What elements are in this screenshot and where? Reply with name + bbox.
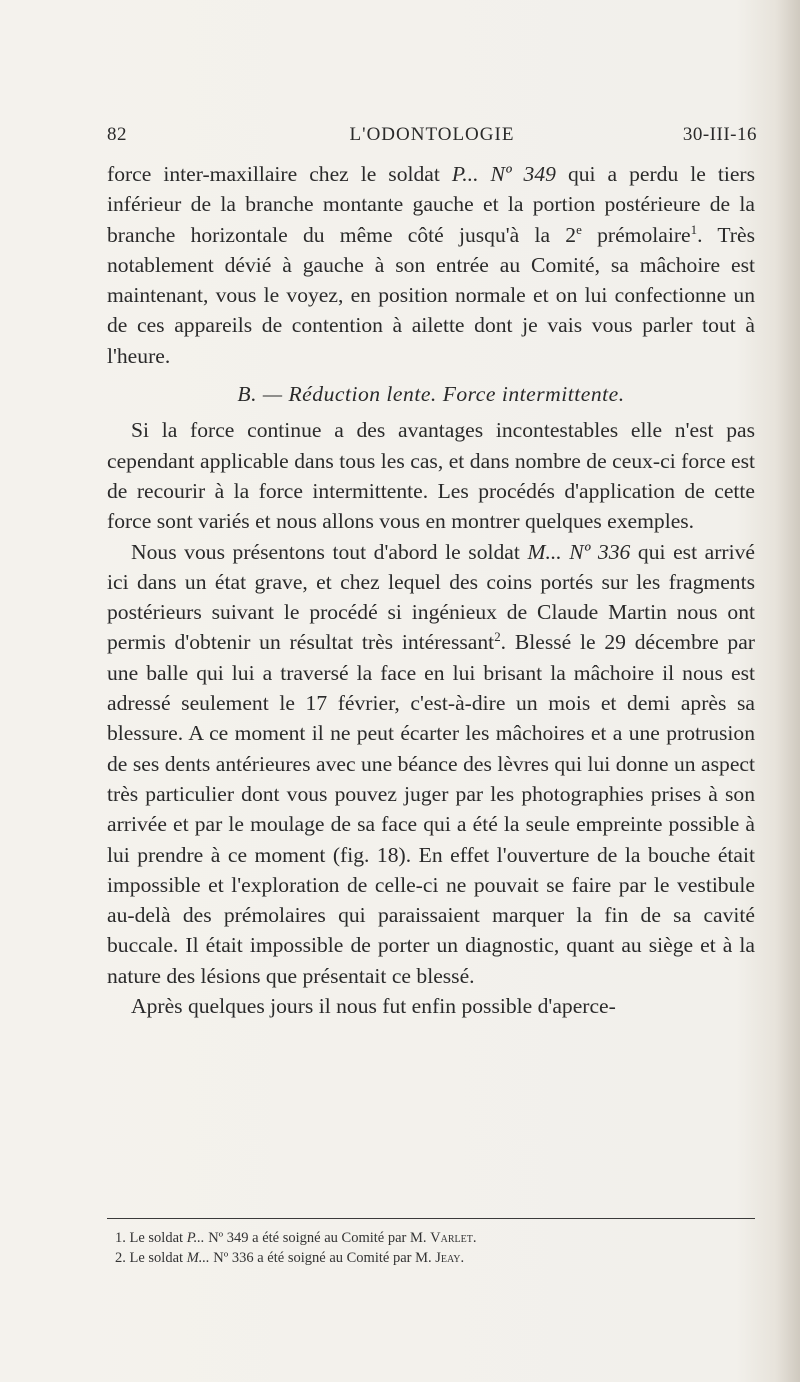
text-span: Nous vous présentons tout d'abord le soldat [131, 539, 528, 564]
footnote-1 [115, 1228, 755, 1248]
footnote-2 [115, 1248, 755, 1268]
footnote-divider [107, 1218, 755, 1219]
text-span: . [460, 1250, 465, 1266]
text-span: prémolaire [581, 222, 691, 247]
ordinal-suffix: e [576, 221, 582, 237]
patient-reference: M... [186, 1250, 210, 1266]
paragraph-1 [107, 159, 755, 371]
paragraph-3 [107, 537, 755, 991]
paragraph-4: Après quelques jours il nous fut enfin possible d'aperce- [131, 994, 616, 1019]
footnote-number: 2. [115, 1250, 126, 1266]
patient-reference: P... [186, 1230, 205, 1246]
footnote-ref: 1 [690, 221, 698, 237]
text-span: . Blessé le 29 décembre par une balle qui lui a traversé la face en lui brisant la mâchoire il nous est adressé seulement le 17 février, c'est-à-dire un mois et demi après sa blessure. A ce moment il ne peut écarter les mâchoires et a une protrusion de ses dents antérieures avec une béance des lèvres qui lui donne un aspect très particulier dont vous pouvez juger par les photographies prises à son arrivée et par le moulage de sa face qui a été la seule empreinte possible à lui prendre à ce moment (fig. 18). En effet l'ouverture de la bouche était impossible et l'exploration de celle-ci ne pouvait se faire par le vestibule au-delà des prémolaires qui paraissaient marquer la fin de sa cavité buccale. Il était impossible de porter un diagnostic, quant au siège et à la nature des lésions que présentait ce blessé. [107, 630, 755, 988]
footnotes [107, 1228, 755, 1268]
section-subheading: B. — Réduction lente. Force intermittente. [237, 382, 625, 407]
text-span: Nº 349 a été soigné au Comité par M. [204, 1230, 431, 1246]
patient-reference: M... Nº 336 [527, 539, 631, 564]
text-span: . [472, 1230, 477, 1246]
text-span: qui est arrivé ici dans un état grave, et chez lequel des coins portés sur les fragments postérieurs suivant le procédé si ingénieux de Claude Martin nous ont permis d'obtenir un résultat très intéressant [107, 539, 755, 655]
footnote-number: 1. [115, 1230, 126, 1246]
paragraph-2: Si la force continue a des avantages incontestables elle n'est pas cependant applicable dans tous les cas, et dans nombre de ceux-ci force est de recourir à la force intermittente. Les procédés d'application de cette force sont variés et nous allons vous en montrer quelques exemples. [107, 418, 755, 534]
text-span: Nº 336 a été soigné au Comité par M. [209, 1250, 436, 1266]
page-number: 82 [107, 124, 127, 145]
text-span: . Très notablement dévié à gauche à son entrée au Comité, sa mâchoire est maintenant, vous le voyez, en position normale et on lui confectionne un de ces appareils de contention à ailette dont je vais vous parler tout à l'heure. [107, 222, 755, 368]
text-span: Le soldat [129, 1230, 187, 1246]
practitioner-name: Jeay [435, 1250, 461, 1266]
issue-date: 30-III-16 [682, 124, 757, 145]
patient-reference: P... Nº 349 [451, 162, 556, 186]
running-title: L'ODONTOLOGIE [349, 124, 515, 145]
text-span: force inter-maxillaire chez le soldat [107, 162, 452, 186]
practitioner-name: Varlet [430, 1230, 473, 1246]
body-text [107, 159, 755, 1021]
text-span: Le soldat [129, 1250, 187, 1266]
text-span: qui a perdu le tiers inférieur de la branche montante gauche et la portion postérieure de la branche horizontale du même côté jusqu'à la 2 [107, 162, 755, 247]
running-header [107, 120, 757, 150]
footnote-ref: 2 [494, 629, 501, 645]
